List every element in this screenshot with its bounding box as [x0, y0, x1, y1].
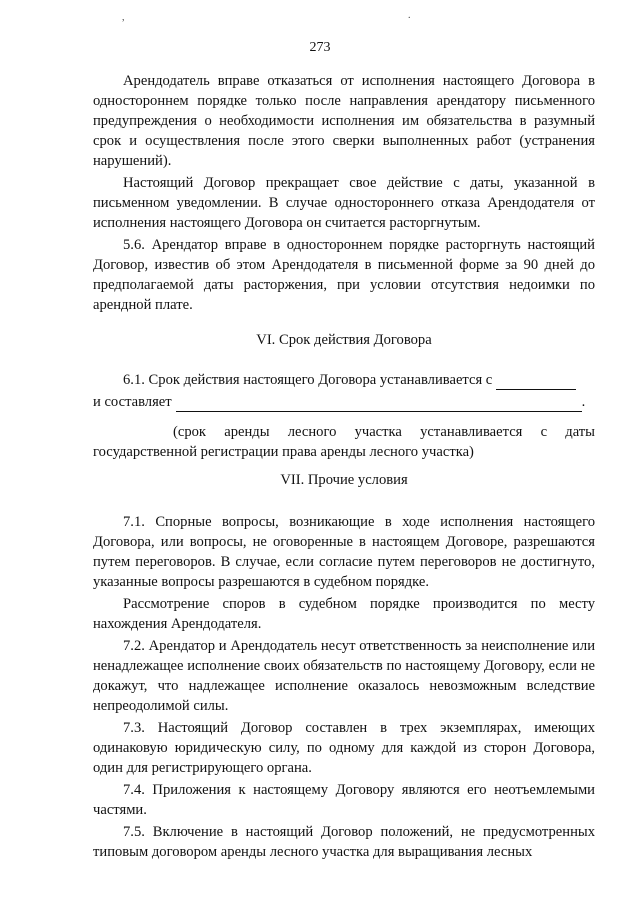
paragraph: 5.6. Арендатор вправе в одностороннем порядке расторгнуть настоящий Договор, известив об этом Арендодателя в письменной форме за 90 дней до предполагаемой даты расторжения, при условии отсутствия недоимки по арендной плате.: [93, 237, 595, 313]
section-7-heading: VII. Прочие условия: [280, 472, 408, 488]
scan-speck: ,: [122, 12, 125, 23]
page-number: 273: [309, 40, 331, 55]
clause-6-1-text: 6.1. Срок действия настоящего Договора устанавливается с: [123, 372, 493, 388]
clause-6-1-line-1: [93, 370, 595, 390]
section-6-heading: VI. Срок действия Договора: [256, 332, 432, 348]
clause-6-1-line-2: [93, 392, 595, 412]
date-blank: [496, 375, 576, 390]
clause-7-4: 7.4. Приложения к настоящему Договору являются его неотъемлемыми частями.: [93, 782, 595, 818]
paragraph: Рассмотрение споров в судебном порядке производится по месту нахождения Арендодателя.: [93, 596, 595, 632]
body-top: [93, 71, 595, 317]
section-7-body: [93, 512, 595, 864]
scan-speck: .: [408, 10, 411, 21]
clause-6-1-end: .: [581, 394, 586, 410]
paragraph: Настоящий Договор прекращает свое действие с даты, указанной в письменном уведомлении. В случае одностороннего отказа Арендодателя от исполнения настоящего Договора он считается расторгнутым.: [93, 175, 595, 231]
clause-6-1-note: (срок аренды лесного участка устанавливается с даты государственной регистрации права аренды лесного участка): [93, 424, 595, 460]
clause-7-3: 7.3. Настоящий Договор составлен в трех экземплярах, имеющих одинаковую юридическую силу, по одному для каждой из сторон Договора, один для регистрирующего органа.: [93, 720, 595, 776]
paragraph: Арендодатель вправе отказаться от исполнения настоящего Договора в одностороннем порядке только после направления арендатору письменного предупреждения о необходимости исполнения им обязательства в разумный срок и осуществления после этого сверки выполненных работ (устранения нарушений).: [93, 73, 595, 169]
section-6-body: [93, 370, 595, 464]
clause-6-1-continued: и составляет: [93, 394, 172, 410]
clause-7-2: 7.2. Арендатор и Арендодатель несут ответственность за неисполнение или ненадлежащее исполнение своих обязательств по настоящему Договору, если не докажут, что надлежащее исполнение оказалось невозможным вследствие непреодолимой силы.: [93, 638, 595, 714]
clause-7-5: 7.5. Включение в настоящий Договор положений, не предусмотренных типовым договором аренды лесного участка для выращивания лесных: [93, 824, 595, 860]
term-blank: [176, 397, 582, 412]
clause-7-1: 7.1. Спорные вопросы, возникающие в ходе исполнения настоящего Договора, или вопросы, не оговоренные в настоящем Договоре, разрешаются путем переговоров. В случае, если согласие путем переговоров не достигнуто, указанные вопросы разрешаются в судебном порядке.: [93, 514, 595, 590]
